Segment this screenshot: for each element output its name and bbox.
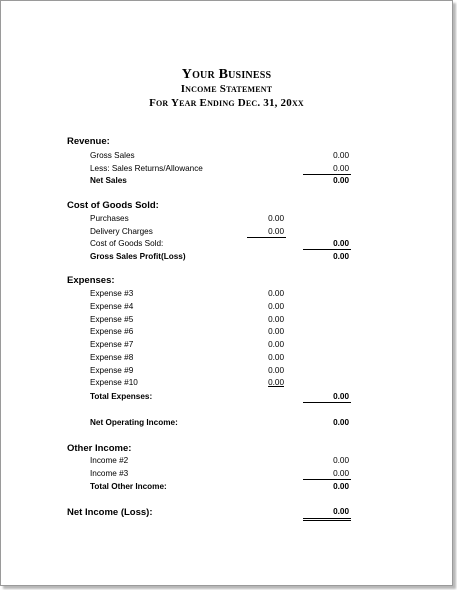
expense-row-value: 0.00 — [268, 366, 284, 375]
other-income-row-value: 0.00 — [333, 469, 349, 478]
revenue-row-label: Gross Sales — [90, 151, 135, 160]
expenses-heading: Expenses: — [67, 275, 115, 286]
total-expenses-value: 0.00 — [333, 392, 349, 401]
expense-row-value: 0.00 — [268, 302, 284, 311]
revenue-row-label: Less: Sales Returns/Allowance — [90, 164, 203, 173]
net-sales-label: Net Sales — [90, 176, 127, 185]
other-income-row-label: Income #3 — [90, 469, 129, 478]
net-operating-income-label: Net Operating Income: — [90, 418, 178, 427]
cogs-row-value: 0.00 — [268, 227, 284, 236]
expense-row-value: 0.00 — [268, 327, 284, 336]
double-total-rule — [303, 518, 351, 521]
expense-row-label: Expense #9 — [90, 366, 134, 375]
revenue-heading: Revenue: — [67, 136, 110, 147]
subtotal-rule — [303, 174, 351, 175]
expense-row-label: Expense #3 — [90, 289, 134, 298]
cogs-row-value: 0.00 — [268, 214, 284, 223]
expense-row-label: Expense #6 — [90, 327, 134, 336]
expense-row-value: 0.00 — [268, 353, 284, 362]
cogs-row-label: Delivery Charges — [90, 227, 153, 236]
net-sales-value: 0.00 — [333, 176, 349, 185]
expense-row-value: 0.00 — [268, 315, 284, 324]
expense-row-label: Expense #10 — [90, 378, 138, 387]
cogs-subtotal-value: 0.00 — [333, 239, 349, 248]
total-other-income-value: 0.00 — [333, 482, 349, 491]
net-operating-income-value: 0.00 — [333, 418, 349, 427]
expense-row-value: 0.00 — [268, 378, 284, 387]
gross-profit-label: Gross Sales Profit(Loss) — [90, 252, 186, 261]
statement-period: For Year Ending Dec. 31, 20xx — [149, 97, 304, 109]
expense-row-value: 0.00 — [268, 340, 284, 349]
other-income-row-value: 0.00 — [333, 456, 349, 465]
cogs-row-label: Purchases — [90, 214, 129, 223]
subtotal-rule — [303, 402, 351, 403]
other-income-row-label: Income #2 — [90, 456, 129, 465]
net-income-label: Net Income (Loss): — [67, 507, 153, 518]
expense-row-label: Expense #7 — [90, 340, 134, 349]
business-name: Your Business — [181, 67, 272, 82]
cogs-heading: Cost of Goods Sold: — [67, 200, 159, 211]
expense-row-label: Expense #5 — [90, 315, 134, 324]
revenue-row-value: 0.00 — [333, 151, 349, 160]
cogs-subtotal-label: Cost of Goods Sold: — [90, 239, 164, 248]
revenue-row-value: 0.00 — [333, 164, 349, 173]
other-income-heading: Other Income: — [67, 443, 132, 454]
total-other-income-label: Total Other Income: — [90, 482, 167, 491]
expense-row-label: Expense #8 — [90, 353, 134, 362]
expense-row-value: 0.00 — [268, 289, 284, 298]
expense-row-label: Expense #4 — [90, 302, 134, 311]
statement-title: Income Statement — [180, 83, 273, 95]
subtotal-rule — [247, 237, 286, 238]
gross-profit-value: 0.00 — [333, 252, 349, 261]
subtotal-rule — [303, 479, 351, 480]
subtotal-rule — [303, 249, 351, 250]
total-expenses-label: Total Expenses: — [90, 392, 153, 401]
net-income-value: 0.00 — [333, 507, 349, 516]
